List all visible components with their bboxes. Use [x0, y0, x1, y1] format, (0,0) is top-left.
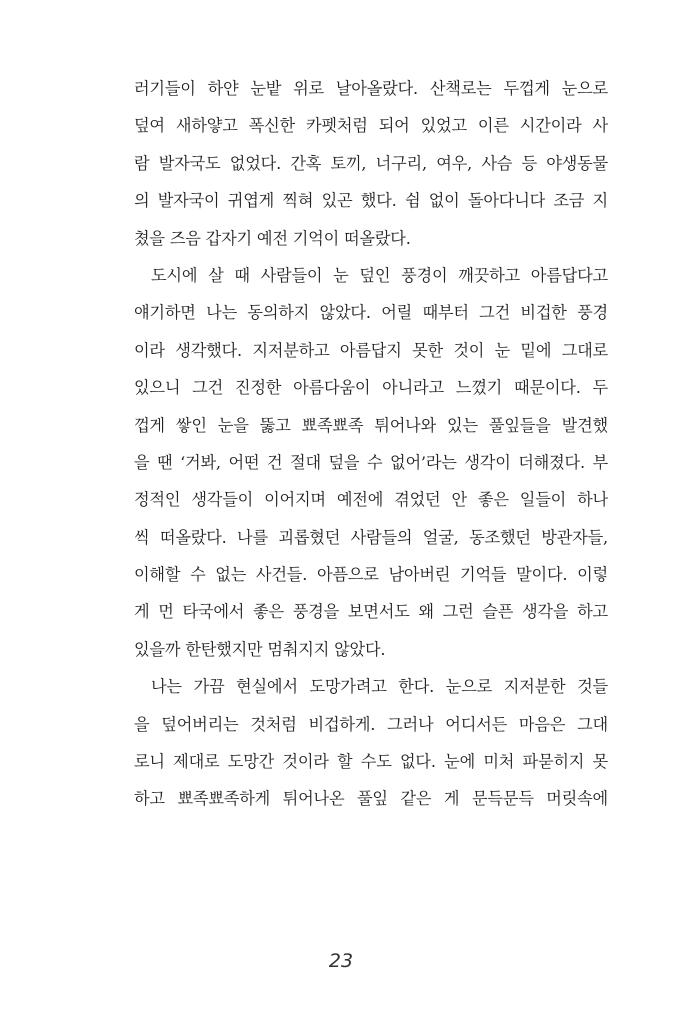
text-line: 있을까 한탄했지만 멈춰지지 않았다. — [134, 639, 386, 659]
text-line: 정적인 생각들이 이어지며 예전에 겪었던 안 좋은 일들이 하나 — [134, 490, 608, 510]
text-line: 나는 가끔 현실에서 도망가려고 한다. 눈으로 지저분한 것들 — [151, 677, 608, 697]
text-line: 게 먼 타국에서 좋은 풍경을 보면서도 왜 그런 슬픈 생각을 하고 — [134, 602, 608, 622]
text-line: 도시에 살 때 사람들이 눈 덮인 풍경이 깨끗하고 아름답다고 — [151, 265, 608, 285]
text-line: 껍게 쌓인 눈을 뚫고 뾰족뾰족 튀어나와 있는 풀잎들을 발견했 — [134, 415, 608, 435]
text-line: 의 발자국이 귀엽게 찍혀 있곤 했다. 쉼 없이 돌아다니다 조금 지 — [134, 191, 608, 211]
text-line: 이라 생각했다. 지저분하고 아름답지 못한 것이 눈 밑에 그대로 — [134, 340, 608, 360]
page-number: 23 — [328, 950, 354, 972]
text-line: 로니 제대로 도망간 것이라 할 수도 없다. 눈에 미처 파묻히지 못 — [134, 752, 608, 772]
text-line: 하고 뾰족뾰족하게 튀어나온 풀잎 같은 게 문득문득 머릿속에 — [134, 789, 608, 809]
text-line: 있으니 그건 진정한 아름다움이 아니라고 느꼈기 때문이다. 두 — [134, 378, 608, 398]
body-text — [134, 70, 608, 818]
text-line: 얘기하면 나는 동의하지 않았다. 어릴 때부터 그건 비겁한 풍경 — [134, 303, 608, 323]
text-line: 이해할 수 없는 사건들. 아픔으로 남아버린 기억들 말이다. 이렇 — [134, 565, 608, 585]
text-line: 을 땐 ‘거봐, 어떤 건 절대 덮을 수 없어’라는 생각이 더해졌다. 부 — [134, 452, 608, 472]
text-line: 씩 떠올랐다. 나를 괴롭혔던 사람들의 얼굴, 동조했던 방관자들, — [134, 527, 608, 547]
text-line: 덮여 새하얗고 폭신한 카펫처럼 되어 있었고 이른 시간이라 사 — [134, 116, 608, 136]
text-line: 러기들이 하얀 눈밭 위로 날아올랐다. 산책로는 두껍게 눈으로 — [134, 79, 608, 98]
text-line: 쳤을 즈음 갑자기 예전 기억이 떠올랐다. — [134, 228, 411, 248]
text-line: 을 덮어버리는 것처럼 비겁하게. 그러나 어디서든 마음은 그대 — [134, 714, 608, 734]
text-line: 람 발자국도 없었다. 간혹 토끼, 너구리, 여우, 사슴 등 야생동물 — [134, 153, 608, 173]
